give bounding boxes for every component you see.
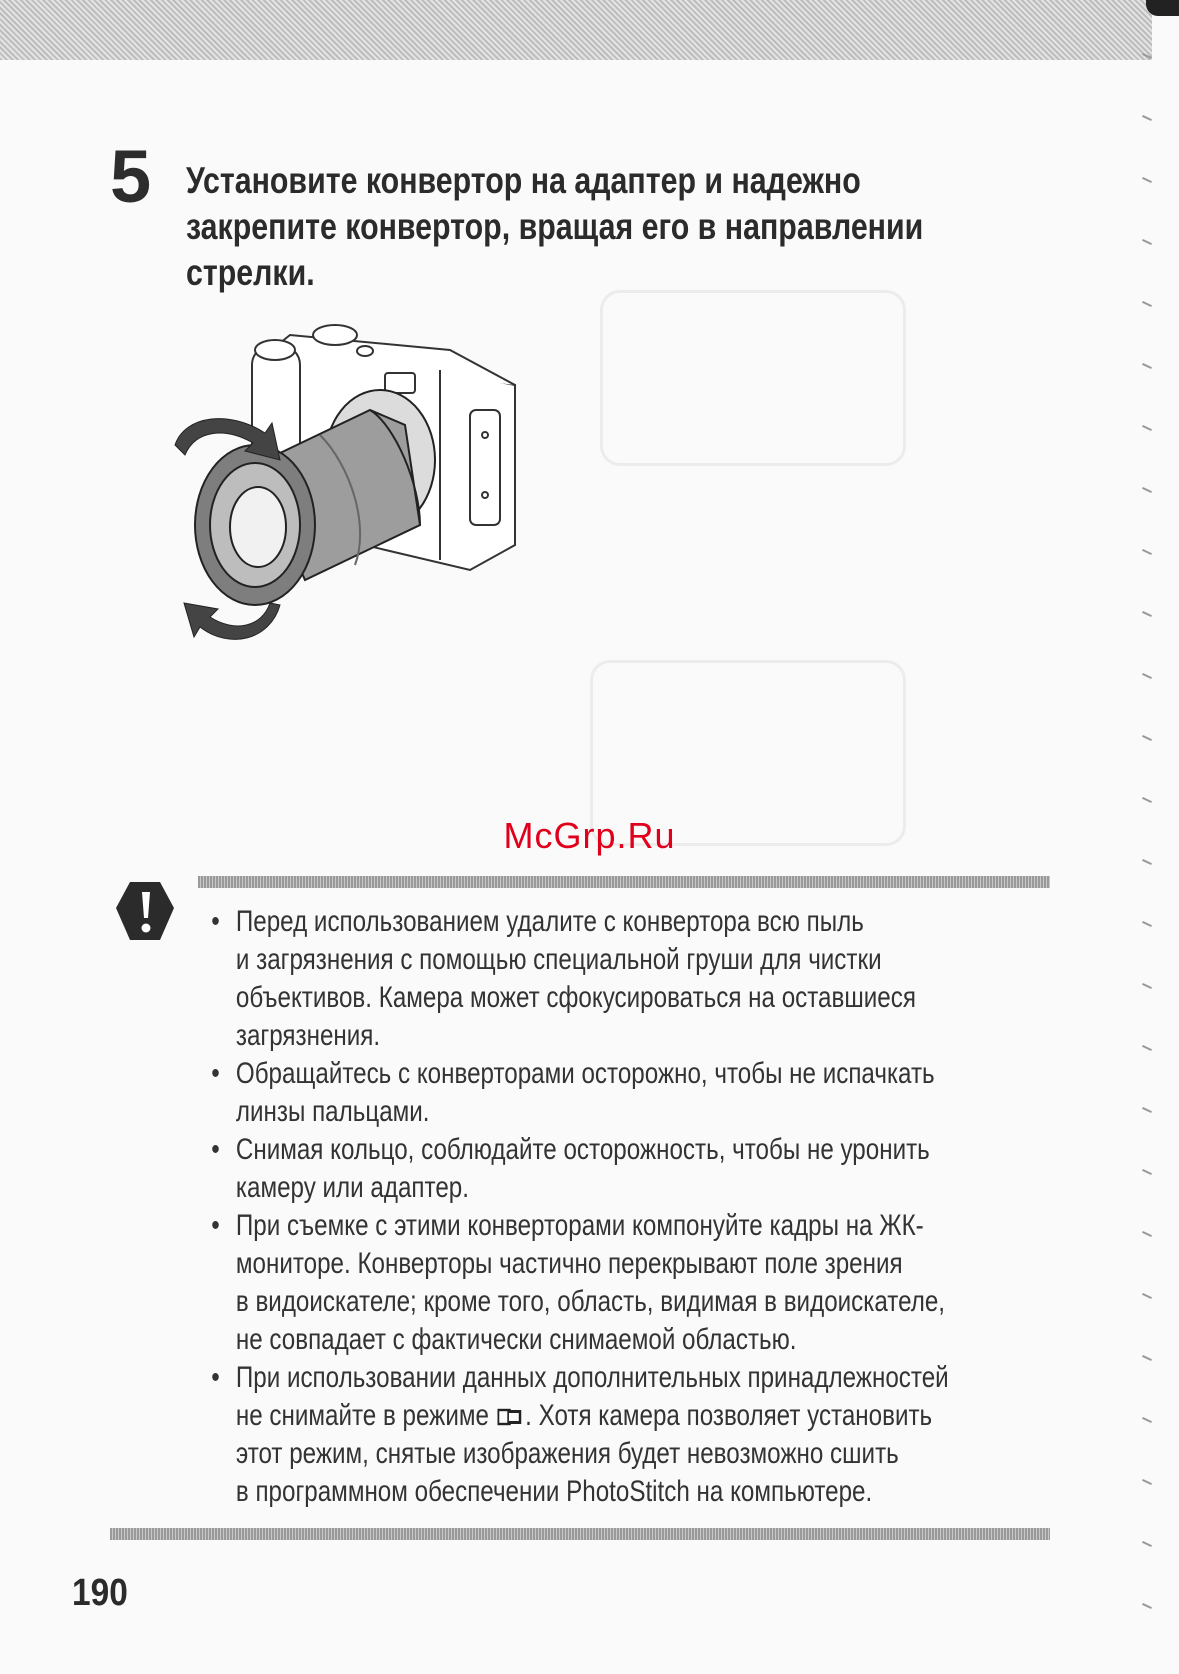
edge-mark (1142, 1417, 1152, 1423)
edge-mark (1142, 1045, 1152, 1051)
note-text-after: . Хотя камера позволяет установить этот режим, снятые изображения будет невозможно сшить в программном обеспечении PhotoStitch на компьютере. (235, 1399, 933, 1508)
edge-mark (1142, 115, 1152, 121)
bleed-through-shape (600, 290, 906, 466)
page-number: 190 (72, 1572, 128, 1614)
edge-mark (1142, 1231, 1152, 1237)
edge-mark (1142, 673, 1152, 679)
caution-note (208, 1055, 1102, 1131)
caution-bottom-rule (110, 1528, 1050, 1540)
edge-mark (1142, 301, 1152, 307)
edge-mark (1142, 983, 1152, 989)
edge-mark (1142, 735, 1152, 741)
caution-note (208, 1207, 1102, 1359)
note-text: Снимая кольцо, соблюдайте осторожность, чтобы не уронить камеру или адаптер. (235, 1133, 930, 1204)
edge-mark (1142, 239, 1152, 245)
edge-mark (1142, 1603, 1152, 1609)
edge-mark (1142, 1293, 1152, 1299)
note-text-before: При использовании данных дополнительных принадлежностей не снимайте в режиме (235, 1361, 949, 1432)
edge-mark (1142, 921, 1152, 927)
note-text: Перед использованием удалите с конвертора всю пыль и загрязнения с помощью специальной груши для чистки объективов. Камера может сфокусироваться на оставшиеся загрязнения. (235, 905, 916, 1052)
edge-mark (1142, 1479, 1152, 1485)
edge-mark (1142, 859, 1152, 865)
edge-mark (1142, 1107, 1152, 1113)
edge-mark (1142, 177, 1152, 183)
edge-mark (1142, 549, 1152, 555)
edge-mark (1142, 363, 1152, 369)
caution-note (208, 1359, 1102, 1511)
step-number: 5 (110, 135, 150, 218)
edge-mark (1142, 1541, 1152, 1547)
edge-mark (1142, 1355, 1152, 1361)
header-band (0, 0, 1152, 60)
note-text: Обращайтесь с конверторами осторожно, чтобы не испачкать линзы пальцами. (235, 1057, 935, 1128)
caution-note (208, 903, 1102, 1055)
step-title: Установите конвертор на адаптер и надежно закрепите конвертор, вращая его в направлении стрелки. (186, 160, 924, 293)
caution-icon (112, 878, 178, 944)
caution-top-rule (198, 876, 1050, 888)
edge-mark (1142, 1169, 1152, 1175)
edge-mark (1142, 487, 1152, 493)
edge-mark (1142, 425, 1152, 431)
stitch-assist-icon (497, 1407, 522, 1427)
edge-mark (1142, 611, 1152, 617)
camera-with-converter-lens-icon (170, 315, 565, 700)
note-text: При съемке с этими конверторами компонуйте кадры на ЖК- мониторе. Конверторы частично перекрывают поле зрения в видоискателе; кроме того, область, видимая в видоискателе, не совпадает с фактически снимаемой областью. (235, 1209, 946, 1356)
caution-note (208, 1131, 1102, 1207)
corner-mark (1146, 0, 1179, 16)
edge-mark (1142, 797, 1152, 803)
caution-notes (208, 903, 1102, 1511)
watermark: McGrp.Ru (503, 815, 676, 856)
